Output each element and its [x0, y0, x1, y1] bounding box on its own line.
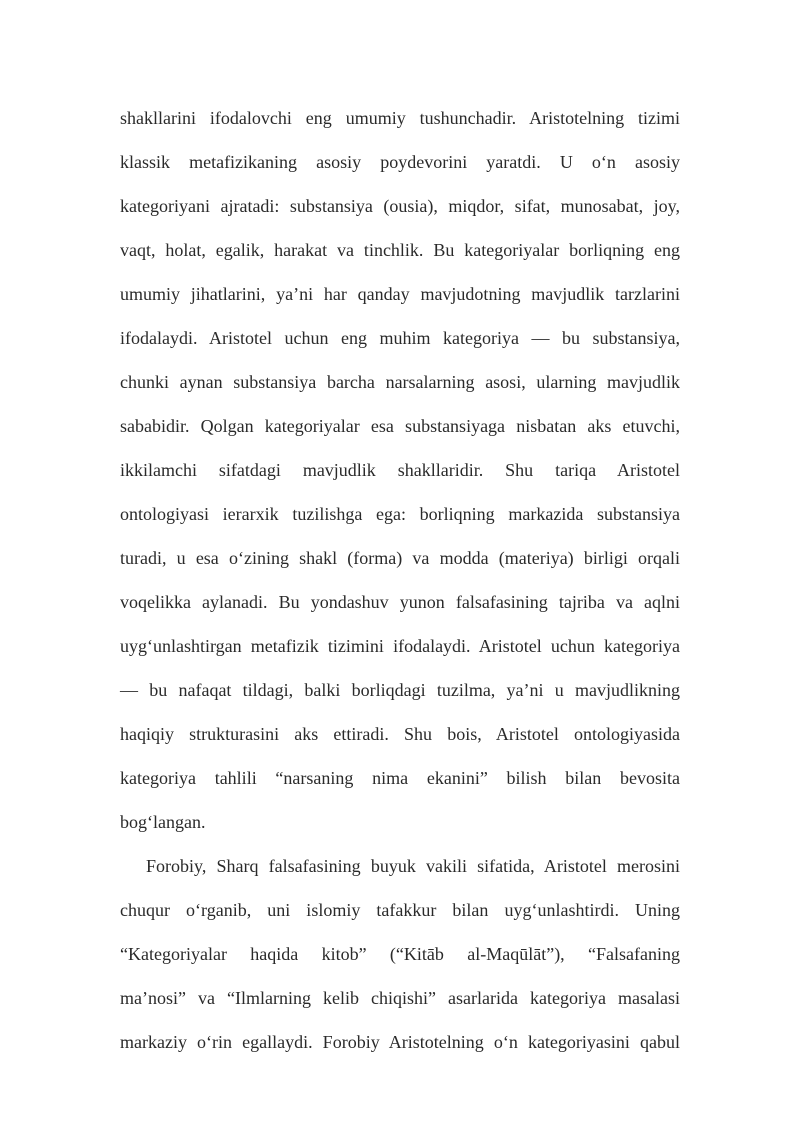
text-line: bog‘langan.: [120, 812, 206, 832]
paragraph-first-line: Forobiy, Sharq falsafasining buyuk vakili sifatida, Aristotel merosini: [146, 856, 680, 876]
text-line: sababidir. Qolgan kategoriyalar esa substansiyaga nisbatan aks etuvchi,: [120, 416, 680, 436]
text-line: umumiy jihatlarini, ya’ni har qanday mavjudotning mavjudlik tarzlarini: [120, 284, 680, 304]
text-line: ontologiyasi ierarxik tuzilishga ega: borliqning markazida substansiya: [120, 504, 680, 524]
text-line: haqiqiy strukturasini aks ettiradi. Shu bois, Aristotel ontologiyasida: [120, 724, 680, 744]
text-line: ma’nosi” va “Ilmlarning kelib chiqishi” asarlarida kategoriya masalasi: [120, 988, 680, 1008]
text-line: turadi, u esa o‘zining shakl (forma) va modda (materiya) birligi orqali: [120, 548, 680, 568]
text-line: voqelikka aylanadi. Bu yondashuv yunon falsafasining tajriba va aqlni: [120, 592, 680, 612]
text-line: — bu nafaqat tildagi, balki borliqdagi tuzilma, ya’ni u mavjudlikning: [120, 680, 680, 700]
text-line: markaziy o‘rin egallaydi. Forobiy Aristotelning o‘n kategoriyasini qabul: [120, 1032, 680, 1052]
text-line: ifodalaydi. Aristotel uchun eng muhim kategoriya — bu substansiya,: [120, 328, 680, 348]
text-line: ikkilamchi sifatdagi mavjudlik shakllaridir. Shu tariqa Aristotel: [120, 460, 680, 480]
text-line: klassik metafizikaning asosiy poydevorini yaratdi. U o‘n asosiy: [120, 152, 680, 172]
text-line: kategoriyani ajratadi: substansiya (ousia), miqdor, sifat, munosabat, joy,: [120, 196, 680, 216]
text-line: “Kategoriyalar haqida kitob” (“Kitāb al-Maqūlāt”), “Falsafaning: [120, 944, 680, 964]
text-line: vaqt, holat, egalik, harakat va tinchlik. Bu kategoriyalar borliqning eng: [120, 240, 680, 260]
text-line: kategoriya tahlili “narsaning nima ekanini” bilish bilan bevosita: [120, 768, 680, 788]
text-line: chunki aynan substansiya barcha narsalarning asosi, ularning mavjudlik: [120, 372, 680, 392]
text-line: chuqur o‘rganib, uni islomiy tafakkur bilan uyg‘unlashtirdi. Uning: [120, 900, 680, 920]
text-line: shakllarini ifodalovchi eng umumiy tushunchadir. Aristotelning tizimi: [120, 108, 680, 128]
text-line: uyg‘unlashtirgan metafizik tizimini ifodalaydi. Aristotel uchun kategoriya: [120, 636, 680, 656]
